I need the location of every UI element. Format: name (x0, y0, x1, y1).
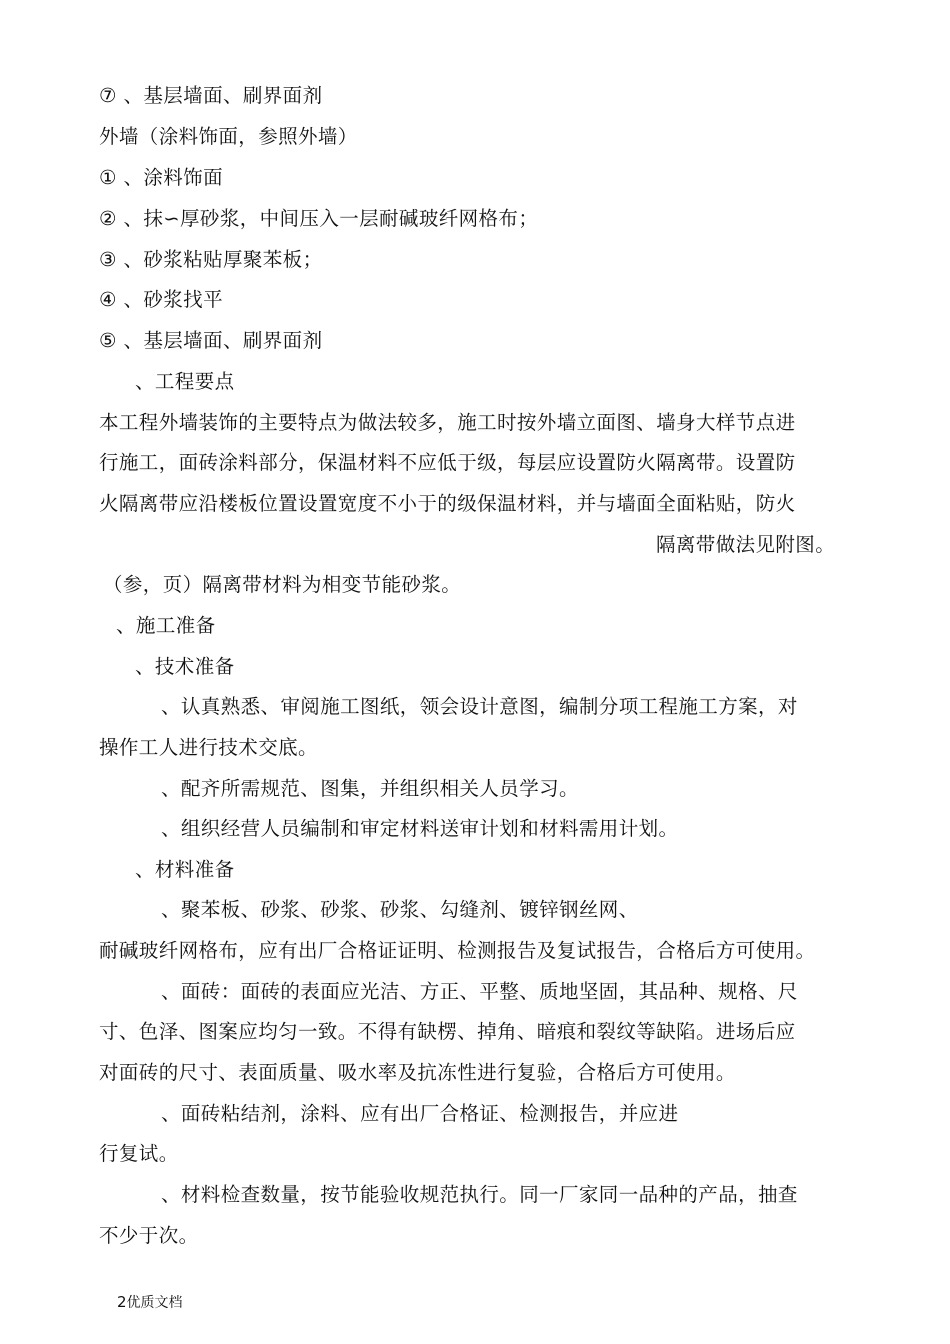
text-line: 隔离带做法见附图。 (656, 533, 836, 556)
text-line: 寸、色泽、图案应均匀一致。不得有缺楞、掉角、暗痕和裂纹等缺陷。进场后应 (99, 1020, 796, 1043)
text-line: 、材料检查数量，按节能验收规范执行。同一厂家同一品种的产品，抽查 (161, 1183, 798, 1206)
text-line: 不少于次。 (99, 1224, 199, 1247)
text-line: 行施工，面砖涂料部分，保温材料不应低于级，每层应设置防火隔离带。设置防 (99, 451, 796, 474)
text-line: 操作工人进行技术交底。 (99, 736, 318, 759)
text-line: ① 、涂料饰面 (99, 166, 223, 189)
text-line: 、面砖：面砖的表面应光洁、方正、平整、质地坚固，其品种、规格、尺 (161, 980, 798, 1003)
text-line: 、认真熟悉、审阅施工图纸，领会设计意图，编制分项工程施工方案，对 (161, 695, 798, 718)
text-line: 本工程外墙装饰的主要特点为做法较多，施工时按外墙立面图、墙身大样节点进 (99, 411, 796, 434)
text-line: 行复试。 (99, 1142, 179, 1165)
text-line: 外墙（涂料饰面，参照外墙） (99, 125, 358, 148)
text-line: ⑦ 、基层墙面、刷界面剂 (99, 84, 323, 107)
text-line: ⑤ 、基层墙面、刷界面剂 (99, 329, 323, 352)
text-line: 、组织经营人员编制和审定材料送审计划和材料需用计划。 (161, 817, 679, 840)
text-line: 、面砖粘结剂，涂料、应有出厂合格证、检测报告，并应进 (161, 1102, 679, 1125)
page-number: 2 (117, 1293, 127, 1311)
text-line: 、聚苯板、砂浆、砂浆、砂浆、勾缝剂、镀锌钢丝网、 (161, 898, 639, 921)
text-line: （参，页）隔离带材料为相变节能砂浆。 (103, 573, 462, 596)
section-heading: 、工程要点 (135, 370, 235, 393)
section-heading: 、技术准备 (135, 655, 235, 678)
text-line: 火隔离带应沿楼板位置设置宽度不小于的级保温材料，并与墙面全面粘贴，防火 (99, 492, 796, 515)
text-line: ③ 、砂浆粘贴厚聚苯板； (99, 248, 323, 271)
footer-label: 优质文档 (126, 1295, 183, 1311)
text-line: 对面砖的尺寸、表面质量、吸水率及抗冻性进行复验，合格后方可使用。 (99, 1061, 736, 1084)
text-line: ④ 、砂浆找平 (99, 288, 223, 311)
text-line: ② 、抹∽厚砂浆，中间压入一层耐碱玻纤网格布； (99, 207, 539, 230)
section-heading: 、施工准备 (116, 614, 216, 637)
page-footer (117, 1293, 183, 1312)
text-line: 耐碱玻纤网格布，应有出厂合格证证明、检测报告及复试报告，合格后方可使用。 (99, 939, 816, 962)
section-heading: 、材料准备 (135, 858, 235, 881)
text-line: 、配齐所需规范、图集，并组织相关人员学习。 (161, 777, 579, 800)
